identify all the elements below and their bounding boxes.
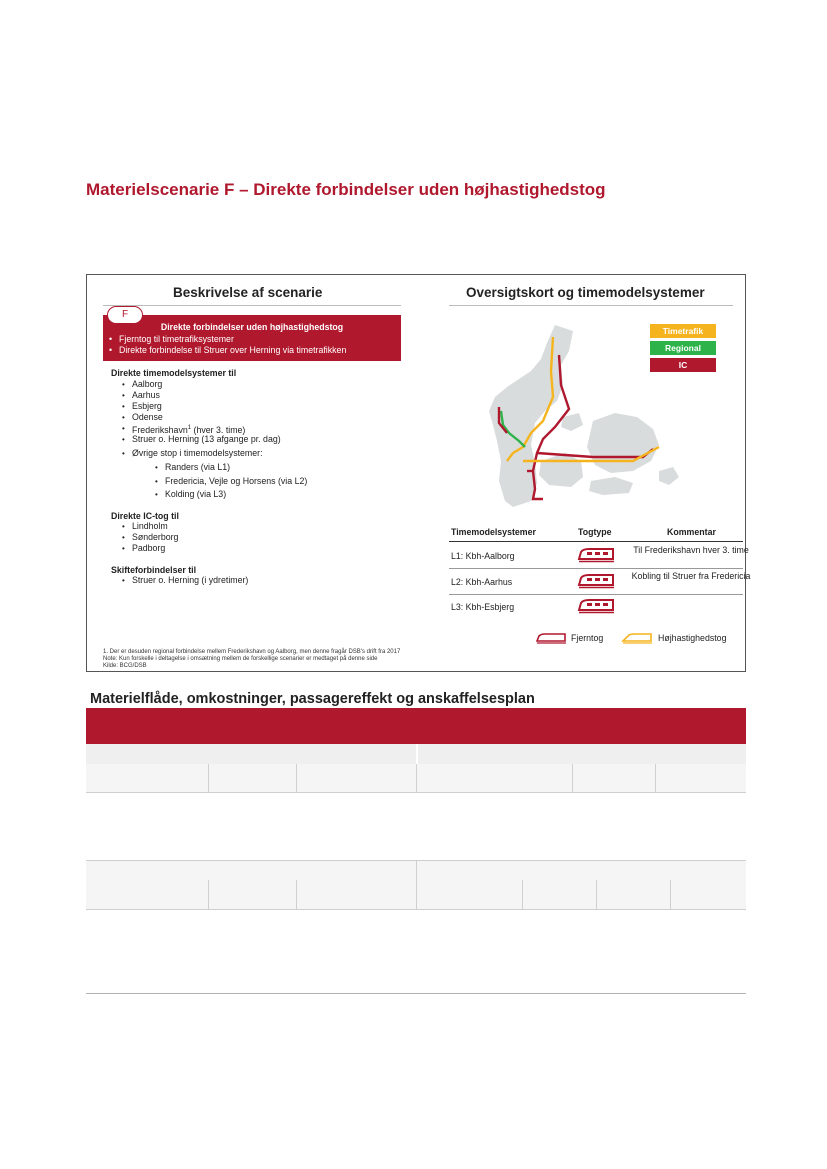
train-icon (577, 598, 617, 614)
scenario-figure (86, 274, 751, 672)
list-item: • Struer o. Herning (i ydretimer) (132, 575, 248, 586)
direct-systems-list (132, 379, 281, 459)
list-item (132, 423, 281, 434)
list-item: • Øvrige stop i timemodelsystemer: (132, 448, 281, 459)
table-divider (572, 764, 573, 792)
table-divider (670, 880, 671, 909)
scenario-bullet: • Direkte forbindelse til Struer over Herning via timetrafikken (119, 345, 346, 355)
table-row-divider (449, 594, 743, 595)
table-divider (416, 764, 417, 792)
footnote: Note: Kun forskelle i deltagelse i omsætning mellem de forskellige scenarier er medtaget på denne side (103, 656, 378, 662)
table-divider (208, 764, 209, 792)
section-title: Materielflåde, omkostninger, passagereffekt og anskaffelsesplan (90, 691, 535, 707)
list-item-label: Frederikshavn (132, 424, 188, 435)
footnote: Kilde: BCG/DSB (103, 663, 147, 669)
table-cell-system: L1: Kbh-Aalborg (451, 551, 515, 561)
table-divider (522, 880, 523, 909)
table-divider (416, 861, 417, 909)
left-panel-title: Beskrivelse af scenarie (173, 285, 323, 300)
footnote-marker: 1 (187, 425, 192, 431)
right-panel-title: Oversigtskort og timemodelsystemer (466, 285, 705, 300)
table-header-band (86, 708, 746, 744)
direct-systems-heading: Direkte timemodelsystemer til (111, 368, 237, 378)
list-item: • Lindholm (132, 521, 178, 532)
train-icon (577, 547, 617, 563)
direct-ic-heading: Direkte IC-tog til (111, 511, 179, 521)
transfers-heading: Skifteforbindelser til (111, 565, 197, 575)
direct-ic-list (132, 521, 178, 554)
table-divider (596, 880, 597, 909)
table-header-comment: Kommentar (667, 527, 716, 537)
hojhastighedstog-icon (621, 632, 653, 644)
table-divider (655, 764, 656, 792)
fjerntog-icon (535, 632, 567, 644)
page-title: Materielscenarie F – Direkte forbindelser uden højhastighedstog (86, 180, 606, 199)
legend-ic: IC (650, 358, 716, 372)
list-item: • Fredericia, Vejle og Horsens (via L2) (165, 476, 307, 490)
list-item: • Esbjerg (132, 401, 281, 412)
table-header-traintype: Togtype (578, 527, 612, 537)
other-stops-list (165, 462, 307, 503)
train-icon (577, 573, 617, 589)
table-divider (208, 880, 209, 909)
list-item: • Kolding (via L3) (165, 489, 307, 503)
list-item: • Padborg (132, 543, 178, 554)
table-cell-system: L3: Kbh-Esbjerg (451, 602, 515, 612)
footnote: 1. Der er desuden regional forbindelse mellem Frederikshavn og Aalborg, men denne fragår DSB's drift fra 2017 (103, 649, 401, 655)
list-item: • Odense (132, 412, 281, 423)
table-cell-comment: Til Frederikshavn hver 3. time (633, 545, 749, 555)
table-header-systems: Timemodelsystemer (451, 527, 536, 537)
table-row-divider (449, 568, 743, 569)
list-item: • Struer o. Herning (13 afgange pr. dag) (132, 434, 281, 445)
legend-fjerntog: Fjerntog (571, 633, 604, 643)
list-item: • Aarhus (132, 390, 281, 401)
list-item: • Aalborg (132, 379, 281, 390)
table-cell-comment: Kobling til Struer fra Fredericia (631, 571, 751, 581)
legend-timetrafik: Timetrafik (650, 324, 716, 338)
scenario-bullet: • Fjerntog til timetrafiksystemer (119, 334, 234, 344)
table-divider (296, 880, 297, 909)
table-divider (416, 744, 418, 764)
table-cell-system: L2: Kbh-Aarhus (451, 577, 513, 587)
right-panel-rule (449, 305, 733, 306)
legend-hojhastighedstog: Højhastighedstog (658, 633, 727, 643)
list-item-note: (hver 3. time) (193, 424, 246, 435)
scenario-heading: Direkte forbindelser uden højhastighedstog (160, 322, 344, 332)
legend-regional: Regional (650, 341, 716, 355)
table-bottom-rule (86, 993, 746, 994)
list-item: • Randers (via L1) (165, 462, 307, 476)
transfers-list (132, 575, 248, 586)
scenario-tag: F (107, 306, 143, 324)
scenario-box (103, 309, 401, 361)
table-header-rule (449, 541, 743, 542)
left-panel-rule (103, 305, 401, 306)
table-row-divider (86, 792, 746, 793)
list-item: • Sønderborg (132, 532, 178, 543)
table-divider (296, 764, 297, 792)
table-row-divider (86, 909, 746, 910)
